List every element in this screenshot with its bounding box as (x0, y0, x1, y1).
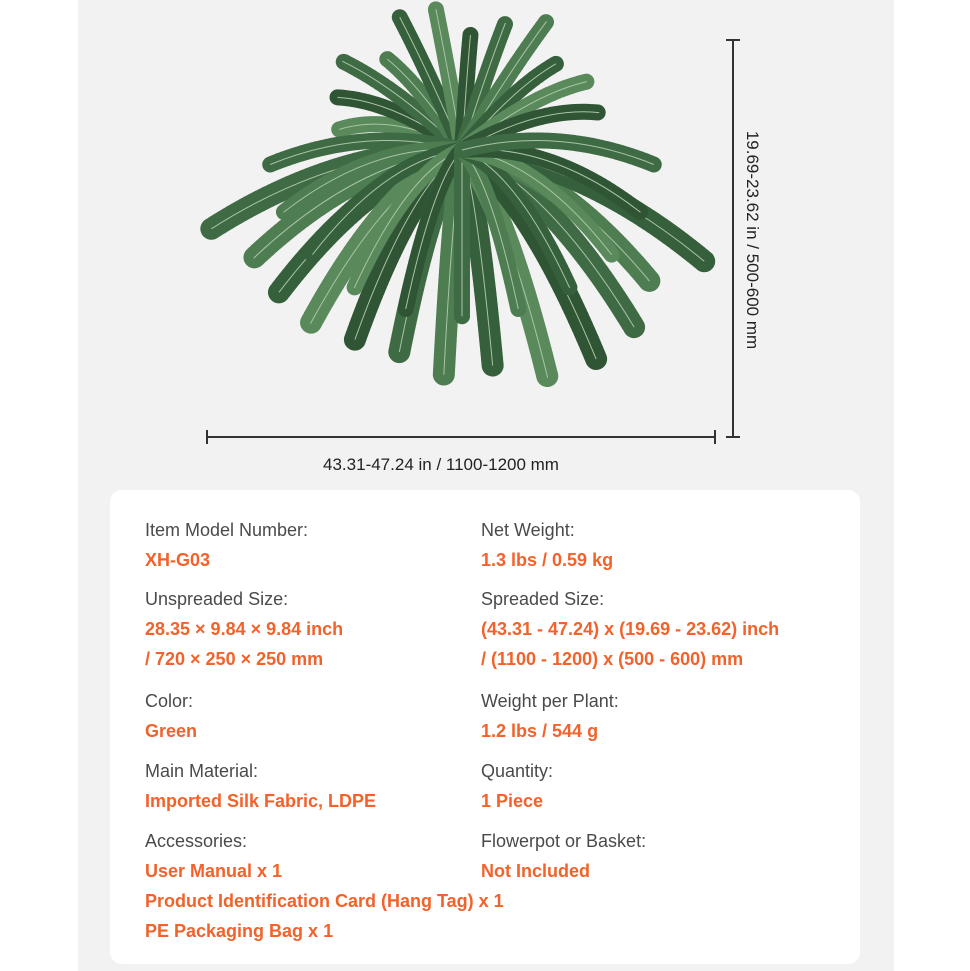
spec-value-line: / 720 × 250 × 250 mm (145, 649, 324, 669)
width-dimension-label: 43.31-47.24 in / 1100-1200 mm (323, 455, 559, 474)
spec-value-line: / (1100 - 1200) x (500 - 600) mm (481, 649, 744, 669)
spec-net-weight (481, 515, 613, 575)
spec-value-line: (43.31 - 47.24) x (19.69 - 23.62) inch (481, 619, 780, 639)
spec-label: Item Model Number: (145, 520, 309, 540)
spec-value-line: 28.35 × 9.84 × 9.84 inch (145, 619, 344, 639)
spec-value: Imported Silk Fabric, LDPE (145, 791, 377, 811)
spec-value-line: Product Identification Card (Hang Tag) x 1 (145, 891, 504, 911)
spec-label: Net Weight: (481, 520, 575, 540)
product-image-area (0, 0, 970, 480)
spec-unspreaded-size (145, 584, 343, 674)
spec-label: Color: (145, 691, 194, 711)
spec-label: Weight per Plant: (481, 691, 619, 711)
spec-label: Quantity: (481, 761, 554, 781)
spec-item-model (145, 515, 308, 575)
spec-label: Unspreaded Size: (145, 589, 289, 609)
spec-label: Spreaded Size: (481, 589, 605, 609)
spec-value: Not Included (481, 861, 590, 881)
fern-fronds (211, 9, 704, 377)
spec-label: Flowerpot or Basket: (481, 831, 647, 851)
spec-color (145, 686, 197, 746)
spec-value-line: User Manual x 1 (145, 861, 283, 881)
spec-spreaded-size (481, 584, 779, 674)
width-dimension-line (207, 430, 715, 444)
spec-main-material (145, 756, 376, 816)
spec-value-line: PE Packaging Bag x 1 (145, 921, 334, 941)
height-dimension-line (726, 40, 740, 437)
spec-quantity (481, 756, 553, 816)
spec-value: XH-G03 (145, 550, 211, 570)
spec-value: Green (145, 721, 198, 741)
spec-accessories (145, 826, 504, 946)
spec-label: Accessories: (145, 831, 248, 851)
spec-weight-per-plant (481, 686, 619, 746)
spec-flowerpot (481, 826, 646, 886)
spec-value: 1 Piece (481, 791, 544, 811)
specs-card (110, 490, 860, 964)
spec-label: Main Material: (145, 761, 259, 781)
spec-value: 1.3 lbs / 0.59 kg (481, 550, 614, 570)
fern-plant-image (0, 0, 970, 480)
height-dimension-label: 19.69-23.62 in / 500-600 mm (743, 130, 762, 350)
spec-value: 1.2 lbs / 544 g (481, 721, 599, 741)
